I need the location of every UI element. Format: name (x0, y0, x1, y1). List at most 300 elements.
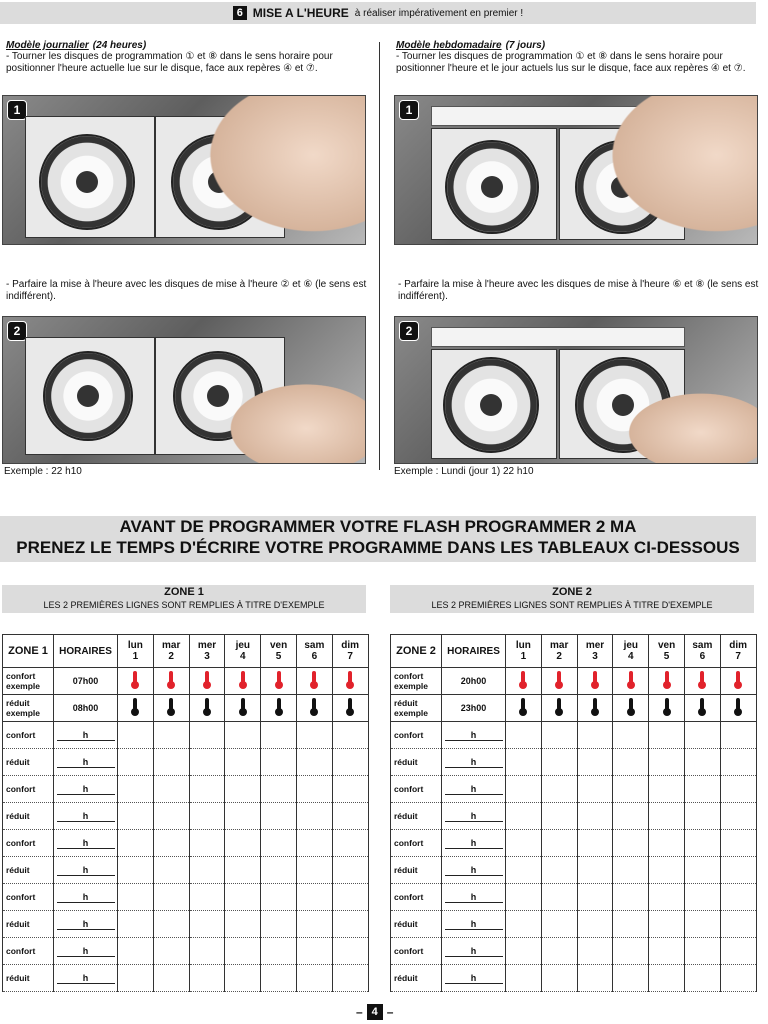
day-cell[interactable] (684, 749, 720, 776)
day-cell[interactable] (613, 884, 649, 911)
time-entry-field[interactable]: h (54, 911, 118, 938)
column-divider (379, 42, 380, 470)
day-cell (684, 695, 720, 722)
day-cell[interactable] (720, 938, 756, 965)
left-instruction: - Tourner les disques de programmation ① et ⑧ dans le sens horaire pour positionner l'heure actuelle lue sur le disque, face aux repères ④ et ⑦. (6, 51, 333, 74)
day-cell[interactable] (261, 722, 297, 749)
time-entry-field[interactable]: h (442, 830, 506, 857)
row-label: réduit (3, 803, 54, 830)
day-cell[interactable] (506, 884, 542, 911)
day-cell[interactable] (225, 776, 261, 803)
day-name: sam (304, 640, 325, 651)
day-name: jeu (235, 640, 251, 651)
label-strip (431, 327, 685, 347)
right-instruction: - Tourner les disques de programmation ① et ⑧ dans le sens horaire pour positionner l'heure et le jour actuels lus sur le disque, face aux repères ④ et ⑦. (396, 51, 746, 74)
day-cell[interactable] (118, 722, 154, 749)
zone1-title: ZONE 1 (164, 586, 204, 598)
time-entry-field[interactable]: h (442, 857, 506, 884)
blank-schedule-row (391, 776, 757, 803)
day-cell[interactable] (118, 749, 154, 776)
row-label: réduit (391, 857, 442, 884)
day-column-header (649, 635, 685, 668)
day-cell[interactable] (153, 857, 189, 884)
day-cell[interactable] (153, 749, 189, 776)
right-model-note: (7 jours) (505, 40, 546, 51)
day-cell[interactable] (577, 857, 613, 884)
day-cell[interactable] (261, 776, 297, 803)
day-number: 6 (311, 651, 318, 662)
day-cell[interactable] (189, 911, 225, 938)
day-cell[interactable] (153, 776, 189, 803)
day-cell[interactable] (225, 722, 261, 749)
day-number: 7 (735, 651, 741, 662)
day-cell[interactable] (296, 722, 332, 749)
confort-thermometer-icon (131, 671, 139, 689)
day-cell[interactable] (296, 749, 332, 776)
day-cell[interactable] (649, 749, 685, 776)
time-entry-field[interactable]: h (54, 965, 118, 992)
table-header-row (3, 635, 369, 668)
row-label: réduit (391, 749, 442, 776)
day-cell[interactable] (189, 749, 225, 776)
day-cell[interactable] (649, 938, 685, 965)
day-cell[interactable] (261, 965, 297, 992)
day-cell[interactable] (577, 965, 613, 992)
blank-schedule-row (3, 965, 369, 992)
day-cell[interactable] (332, 965, 368, 992)
day-cell[interactable] (577, 749, 613, 776)
time-entry-field[interactable]: h (442, 884, 506, 911)
day-cell[interactable] (153, 884, 189, 911)
zone-column-header: ZONE 1 (3, 635, 54, 668)
day-cell (153, 668, 189, 695)
row-label: réduit (391, 803, 442, 830)
day-cell (189, 668, 225, 695)
day-cell[interactable] (541, 938, 577, 965)
day-column-header (118, 635, 154, 668)
day-name: mar (162, 640, 181, 651)
day-cell[interactable] (189, 722, 225, 749)
day-cell[interactable] (332, 911, 368, 938)
day-cell[interactable] (506, 830, 542, 857)
day-cell[interactable] (613, 722, 649, 749)
day-cell[interactable] (296, 938, 332, 965)
day-number: 2 (556, 651, 562, 662)
day-cell[interactable] (506, 722, 542, 749)
day-cell[interactable] (332, 857, 368, 884)
day-cell[interactable] (506, 803, 542, 830)
day-name: mar (550, 640, 569, 651)
day-cell[interactable] (261, 857, 297, 884)
time-entry-field[interactable]: h (442, 749, 506, 776)
day-cell[interactable] (118, 938, 154, 965)
row-label: réduit (391, 965, 442, 992)
day-cell[interactable] (332, 722, 368, 749)
time-entry-field[interactable]: h (54, 884, 118, 911)
day-column-header (261, 635, 297, 668)
day-cell[interactable] (613, 938, 649, 965)
reduit-thermometer-icon (275, 698, 283, 716)
day-cell[interactable] (189, 884, 225, 911)
row-label: confort (3, 776, 54, 803)
day-cell (506, 695, 542, 722)
day-cell[interactable] (613, 830, 649, 857)
day-number: 1 (520, 651, 527, 662)
day-cell[interactable] (613, 776, 649, 803)
day-cell[interactable] (118, 776, 154, 803)
day-cell[interactable] (189, 857, 225, 884)
day-cell[interactable] (684, 857, 720, 884)
day-cell[interactable] (684, 884, 720, 911)
right-model-title: Modèle hebdomadaire (396, 40, 502, 51)
day-cell[interactable] (541, 911, 577, 938)
day-number: 7 (347, 651, 353, 662)
day-cell[interactable] (332, 776, 368, 803)
day-cell[interactable] (613, 965, 649, 992)
reduit-thermometer-icon (627, 698, 635, 716)
day-cell[interactable] (613, 857, 649, 884)
reduit-thermometer-icon (203, 698, 211, 716)
reduit-thermometer-icon (346, 698, 354, 716)
day-cell[interactable] (684, 938, 720, 965)
day-cell[interactable] (649, 965, 685, 992)
zone2-header (390, 585, 754, 613)
time-entry-field[interactable]: h (54, 749, 118, 776)
day-cell (332, 668, 368, 695)
day-cell (296, 668, 332, 695)
time-entry-field[interactable]: h (442, 938, 506, 965)
day-cell[interactable] (577, 938, 613, 965)
day-cell[interactable] (684, 776, 720, 803)
row-label: réduit (3, 857, 54, 884)
day-cell (296, 695, 332, 722)
blank-schedule-row (391, 722, 757, 749)
day-cell[interactable] (541, 830, 577, 857)
right-step2-text: - Parfaire la mise à l'heure avec les disques de mise à l'heure ⑥ et ⑧ (le sens est indifférent). (398, 279, 759, 302)
row-time: 20h00 (442, 668, 506, 695)
day-cell[interactable] (649, 884, 685, 911)
day-cell[interactable] (225, 965, 261, 992)
day-cell[interactable] (577, 884, 613, 911)
day-cell[interactable] (577, 911, 613, 938)
day-cell[interactable] (261, 803, 297, 830)
day-cell[interactable] (684, 722, 720, 749)
section-subtitle: à réaliser impérativement en premier ! (354, 7, 524, 19)
day-name: dim (729, 640, 748, 651)
programming-banner (0, 516, 756, 562)
day-cell[interactable] (118, 884, 154, 911)
day-cell[interactable] (506, 749, 542, 776)
day-number: 4 (628, 651, 634, 662)
day-cell[interactable] (332, 749, 368, 776)
day-cell[interactable] (720, 965, 756, 992)
day-cell[interactable] (541, 749, 577, 776)
hours-column-header: HORAIRES (54, 635, 118, 668)
row-label: confort (3, 884, 54, 911)
day-cell[interactable] (153, 938, 189, 965)
day-cell[interactable] (506, 938, 542, 965)
day-cell[interactable] (506, 965, 542, 992)
step-badge: 1 (7, 100, 27, 120)
day-cell[interactable] (649, 911, 685, 938)
reduit-thermometer-icon (310, 698, 318, 716)
section-number: 6 (233, 6, 247, 20)
day-cell[interactable] (118, 857, 154, 884)
zone1-subtitle: LES 2 PREMIÈRES LIGNES SONT REMPLIES À TITRE D'EXEMPLE (43, 600, 325, 610)
day-cell (613, 668, 649, 695)
day-cell (541, 668, 577, 695)
day-cell[interactable] (541, 857, 577, 884)
day-cell[interactable] (261, 911, 297, 938)
time-entry-field[interactable]: h (442, 803, 506, 830)
row-label: réduit exemple (3, 695, 54, 722)
day-column-header (153, 635, 189, 668)
blank-schedule-row (3, 830, 369, 857)
row-label: confort (391, 776, 442, 803)
day-cell[interactable] (189, 938, 225, 965)
step-badge: 1 (399, 100, 419, 120)
day-cell[interactable] (506, 911, 542, 938)
day-cell (506, 668, 542, 695)
page-number: – 4 – (356, 1005, 394, 1019)
day-cell[interactable] (577, 776, 613, 803)
day-column-header (541, 635, 577, 668)
example-row (391, 695, 757, 722)
day-cell (720, 695, 756, 722)
row-label: confort (3, 722, 54, 749)
zone1-header (2, 585, 366, 613)
row-time: 07h00 (54, 668, 118, 695)
day-column-header (189, 635, 225, 668)
day-cell[interactable] (189, 965, 225, 992)
blank-schedule-row (391, 803, 757, 830)
right-example: Exemple : Lundi (jour 1) 22 h10 (394, 466, 534, 477)
row-time: 08h00 (54, 695, 118, 722)
day-cell[interactable] (261, 830, 297, 857)
day-cell (649, 668, 685, 695)
day-cell[interactable] (684, 911, 720, 938)
day-cell[interactable] (153, 803, 189, 830)
program-dial (445, 140, 539, 234)
banner-line-2: PRENEZ LE TEMPS D'ÉCRIRE VOTRE PROGRAMME DANS LES TABLEAUX CI-DESSOUS (16, 538, 740, 557)
day-cell[interactable] (613, 749, 649, 776)
day-cell[interactable] (296, 911, 332, 938)
blank-schedule-row (3, 884, 369, 911)
row-label: confort (391, 830, 442, 857)
blank-schedule-row (391, 965, 757, 992)
day-cell[interactable] (684, 965, 720, 992)
row-label: confort (3, 938, 54, 965)
day-name: ven (657, 640, 676, 651)
confort-thermometer-icon (734, 671, 742, 689)
section-title: MISE A L'HEURE (252, 6, 349, 20)
day-cell (261, 668, 297, 695)
day-cell[interactable] (649, 830, 685, 857)
time-entry-field[interactable]: h (54, 776, 118, 803)
time-entry-field[interactable]: h (442, 776, 506, 803)
day-cell[interactable] (225, 911, 261, 938)
step-badge: 2 (399, 321, 419, 341)
section-header (0, 2, 756, 24)
day-name: dim (341, 640, 360, 651)
row-time: 23h00 (442, 695, 506, 722)
day-cell[interactable] (225, 938, 261, 965)
row-label: réduit (3, 965, 54, 992)
day-cell[interactable] (720, 803, 756, 830)
zone2-schedule-table (390, 634, 757, 992)
day-cell[interactable] (684, 830, 720, 857)
day-cell[interactable] (541, 884, 577, 911)
day-cell[interactable] (261, 938, 297, 965)
left-model-title: Modèle journalier (6, 40, 89, 51)
day-column-header (684, 635, 720, 668)
confort-thermometer-icon (310, 671, 318, 689)
time-entry-field[interactable]: h (54, 857, 118, 884)
day-cell[interactable] (332, 830, 368, 857)
day-cell[interactable] (720, 776, 756, 803)
day-cell[interactable] (577, 722, 613, 749)
page-number-box: 4 (367, 1004, 383, 1020)
day-cell[interactable] (506, 857, 542, 884)
day-cell[interactable] (541, 803, 577, 830)
day-cell[interactable] (153, 722, 189, 749)
blank-schedule-row (391, 857, 757, 884)
row-label: confort (391, 938, 442, 965)
day-cell[interactable] (684, 803, 720, 830)
day-cell[interactable] (225, 803, 261, 830)
time-entry-field[interactable]: h (442, 911, 506, 938)
day-cell[interactable] (541, 776, 577, 803)
time-entry-field[interactable]: h (442, 722, 506, 749)
time-entry-field[interactable]: h (442, 965, 506, 992)
day-cell (649, 695, 685, 722)
day-cell[interactable] (189, 830, 225, 857)
day-cell[interactable] (720, 857, 756, 884)
right-photo-step2 (394, 316, 758, 464)
day-cell[interactable] (296, 830, 332, 857)
step-badge: 2 (7, 321, 27, 341)
day-cell[interactable] (261, 749, 297, 776)
day-cell[interactable] (118, 965, 154, 992)
day-cell[interactable] (189, 776, 225, 803)
day-cell[interactable] (296, 884, 332, 911)
day-name: lun (127, 640, 143, 651)
blank-schedule-row (3, 722, 369, 749)
row-label: confort exemple (3, 668, 54, 695)
day-cell[interactable] (296, 965, 332, 992)
day-cell[interactable] (541, 722, 577, 749)
day-cell[interactable] (153, 965, 189, 992)
left-photo-step2 (2, 316, 366, 464)
day-cell[interactable] (296, 776, 332, 803)
finger-image (617, 387, 757, 463)
day-column-header (225, 635, 261, 668)
day-cell (225, 695, 261, 722)
time-entry-field[interactable]: h (54, 938, 118, 965)
confort-thermometer-icon (663, 671, 671, 689)
blank-schedule-row (3, 857, 369, 884)
day-cell[interactable] (720, 749, 756, 776)
day-cell (684, 668, 720, 695)
confort-thermometer-icon (698, 671, 706, 689)
day-cell[interactable] (613, 911, 649, 938)
day-cell[interactable] (296, 803, 332, 830)
time-entry-field[interactable]: h (54, 830, 118, 857)
setting-dial (443, 357, 539, 453)
day-cell[interactable] (118, 830, 154, 857)
day-number: 2 (168, 651, 174, 662)
confort-thermometer-icon (555, 671, 563, 689)
day-cell[interactable] (261, 884, 297, 911)
time-entry-field[interactable]: h (54, 722, 118, 749)
example-row (3, 695, 369, 722)
day-cell (541, 695, 577, 722)
day-cell[interactable] (720, 911, 756, 938)
day-cell[interactable] (225, 830, 261, 857)
day-cell[interactable] (332, 884, 368, 911)
zone-column-header: ZONE 2 (391, 635, 442, 668)
reduit-thermometer-icon (698, 698, 706, 716)
left-model-note: (24 heures) (92, 40, 147, 51)
day-cell[interactable] (225, 749, 261, 776)
day-cell[interactable] (225, 884, 261, 911)
day-cell[interactable] (153, 911, 189, 938)
left-example: Exemple : 22 h10 (4, 466, 82, 477)
hand-image (595, 96, 757, 244)
day-cell (153, 695, 189, 722)
day-cell[interactable] (720, 884, 756, 911)
day-cell[interactable] (649, 776, 685, 803)
day-cell[interactable] (118, 803, 154, 830)
day-number: 3 (204, 651, 210, 662)
day-name: jeu (623, 640, 639, 651)
confort-thermometer-icon (627, 671, 635, 689)
hand-image (193, 96, 365, 244)
day-cell[interactable] (153, 830, 189, 857)
day-cell (332, 695, 368, 722)
day-cell[interactable] (332, 803, 368, 830)
day-cell[interactable] (577, 803, 613, 830)
row-label: réduit exemple (391, 695, 442, 722)
day-cell[interactable] (613, 803, 649, 830)
day-cell[interactable] (649, 803, 685, 830)
day-cell[interactable] (225, 857, 261, 884)
day-cell[interactable] (720, 830, 756, 857)
day-cell[interactable] (649, 857, 685, 884)
day-cell[interactable] (296, 857, 332, 884)
day-cell (577, 668, 613, 695)
day-cell (189, 695, 225, 722)
day-cell (720, 668, 756, 695)
table-header-row (391, 635, 757, 668)
blank-schedule-row (391, 830, 757, 857)
time-entry-field[interactable]: h (54, 803, 118, 830)
blank-schedule-row (3, 938, 369, 965)
day-cell[interactable] (541, 965, 577, 992)
blank-schedule-row (3, 749, 369, 776)
day-cell[interactable] (649, 722, 685, 749)
blank-schedule-row (3, 911, 369, 938)
day-cell[interactable] (118, 911, 154, 938)
day-cell[interactable] (506, 776, 542, 803)
day-cell[interactable] (720, 722, 756, 749)
blank-schedule-row (391, 911, 757, 938)
day-cell[interactable] (189, 803, 225, 830)
day-cell[interactable] (332, 938, 368, 965)
day-number: 6 (699, 651, 706, 662)
confort-thermometer-icon (591, 671, 599, 689)
day-cell[interactable] (577, 830, 613, 857)
